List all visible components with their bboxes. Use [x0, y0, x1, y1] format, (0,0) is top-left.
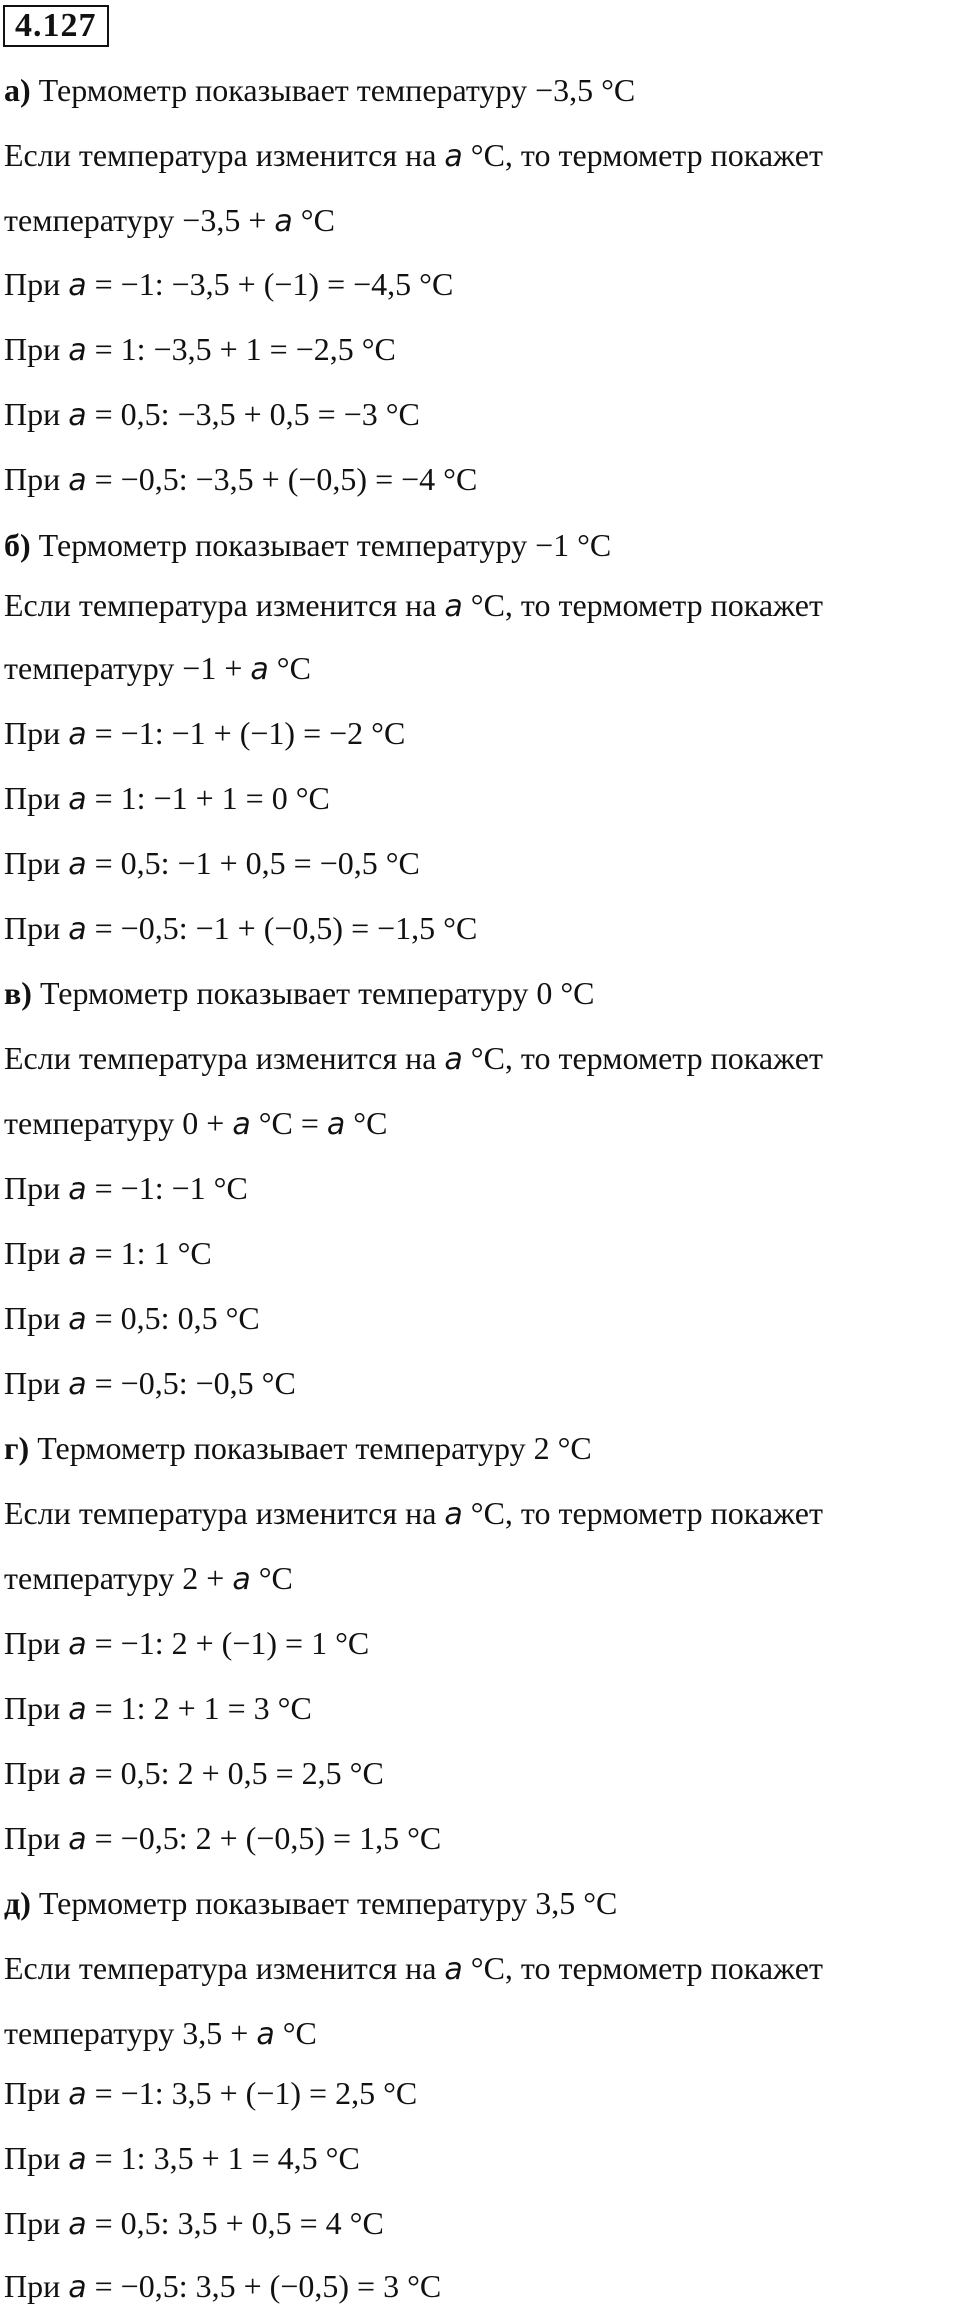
part-d-letter: г): [4, 1430, 30, 1466]
variable-a: a: [68, 1757, 87, 1792]
part-a-case-2: При a = 1: −3,5 + 1 = −2,5 °C: [4, 331, 396, 368]
variable-a: a: [444, 139, 463, 174]
variable-a: a: [68, 1822, 87, 1857]
variable-a: a: [68, 1627, 87, 1662]
variable-a: a: [444, 1042, 463, 1077]
part-a-statement-text: Термометр показывает температуру −3,5 °C: [30, 72, 636, 108]
variable-a: a: [68, 1302, 87, 1337]
part-a-change-line: Если температура изменится на a °C, то термометр покажет: [4, 137, 823, 174]
part-c-statement: [4, 973, 594, 1013]
variable-a: a: [68, 268, 87, 303]
part-d-change-line: Если температура изменится на a °C, то термометр покажет: [4, 1495, 823, 1532]
part-e-statement: [4, 1883, 617, 1923]
variable-a: a: [444, 1952, 463, 1987]
part-d-case-3: При a = 0,5: 2 + 0,5 = 2,5 °C: [4, 1755, 384, 1792]
part-b-case-4: При a = −0,5: −1 + (−0,5) = −1,5 °C: [4, 910, 478, 947]
variable-a: a: [68, 463, 87, 498]
variable-a: a: [232, 1107, 251, 1142]
part-b-statement-text: Термометр показывает температуру −1 °C: [30, 527, 612, 563]
variable-a: a: [274, 204, 293, 239]
part-d-result-line: температуру 2 + a °C: [4, 1560, 293, 1597]
part-b-result-line: температуру −1 + a °C: [4, 650, 311, 687]
variable-a: a: [68, 1367, 87, 1402]
variable-a: a: [232, 1562, 251, 1597]
variable-a: a: [68, 398, 87, 433]
variable-a: a: [444, 589, 463, 624]
part-a-case-4: При a = −0,5: −3,5 + (−0,5) = −4 °C: [4, 461, 478, 498]
variable-a: a: [68, 1172, 87, 1207]
part-c-result-line: температуру 0 + a °C = a °C: [4, 1105, 388, 1142]
part-c-case-3: При a = 0,5: 0,5 °C: [4, 1300, 260, 1337]
part-d-statement: [4, 1428, 592, 1468]
variable-a: a: [68, 2142, 87, 2177]
part-b-letter: б): [4, 527, 31, 563]
part-a-case-1: При a = −1: −3,5 + (−1) = −4,5 °C: [4, 266, 454, 303]
part-c-letter: в): [4, 975, 32, 1011]
part-a-case-3: При a = 0,5: −3,5 + 0,5 = −3 °C: [4, 396, 420, 433]
variable-a: a: [444, 1497, 463, 1532]
part-e-letter: д): [4, 1885, 31, 1921]
variable-a: a: [68, 2270, 87, 2305]
part-e-change-line: Если температура изменится на a °C, то термометр покажет: [4, 1950, 823, 1987]
variable-a: a: [68, 333, 87, 368]
part-e-statement-text: Термометр показывает температуру 3,5 °C: [30, 1885, 618, 1921]
part-c-case-1: При a = −1: −1 °C: [4, 1170, 248, 1207]
part-b-case-2: При a = 1: −1 + 1 = 0 °C: [4, 780, 330, 817]
part-d-statement-text: Термометр показывает температуру 2 °C: [29, 1430, 592, 1466]
variable-a: a: [68, 847, 87, 882]
part-c-statement-text: Термометр показывает температуру 0 °C: [31, 975, 595, 1011]
part-a-result-line: температуру −3,5 + a °C: [4, 202, 335, 239]
part-a-statement: [4, 70, 635, 110]
part-b-change-line: Если температура изменится на a °C, то термометр покажет: [4, 587, 823, 624]
variable-a: a: [68, 717, 87, 752]
variable-a: a: [256, 2017, 275, 2052]
variable-a: a: [326, 1107, 346, 1142]
part-d-case-2: При a = 1: 2 + 1 = 3 °C: [4, 1690, 312, 1727]
part-a-letter: а): [4, 72, 31, 108]
variable-a: a: [68, 782, 87, 817]
variable-a: a: [250, 652, 269, 687]
part-b-statement: [4, 525, 611, 565]
part-e-result-line: температуру 3,5 + a °C: [4, 2015, 317, 2052]
part-d-case-1: При a = −1: 2 + (−1) = 1 °C: [4, 1625, 370, 1662]
part-b-case-1: При a = −1: −1 + (−1) = −2 °C: [4, 715, 406, 752]
part-d-case-4: При a = −0,5: 2 + (−0,5) = 1,5 °C: [4, 1820, 442, 1857]
part-c-case-4: При a = −0,5: −0,5 °C: [4, 1365, 296, 1402]
part-c-change-line: Если температура изменится на a °C, то термометр покажет: [4, 1040, 823, 1077]
problem-number: 4.127: [3, 5, 109, 47]
part-e-case-2: При a = 1: 3,5 + 1 = 4,5 °C: [4, 2140, 360, 2177]
variable-a: a: [68, 1692, 87, 1727]
variable-a: a: [68, 1237, 87, 1272]
part-e-case-1: При a = −1: 3,5 + (−1) = 2,5 °C: [4, 2075, 418, 2112]
part-e-case-4: При a = −0,5: 3,5 + (−0,5) = 3 °C: [4, 2268, 442, 2305]
variable-a: a: [68, 2207, 87, 2242]
part-e-case-3: При a = 0,5: 3,5 + 0,5 = 4 °C: [4, 2205, 384, 2242]
variable-a: a: [68, 2077, 87, 2112]
variable-a: a: [68, 912, 87, 947]
part-c-case-2: При a = 1: 1 °C: [4, 1235, 212, 1272]
part-b-case-3: При a = 0,5: −1 + 0,5 = −0,5 °C: [4, 845, 420, 882]
